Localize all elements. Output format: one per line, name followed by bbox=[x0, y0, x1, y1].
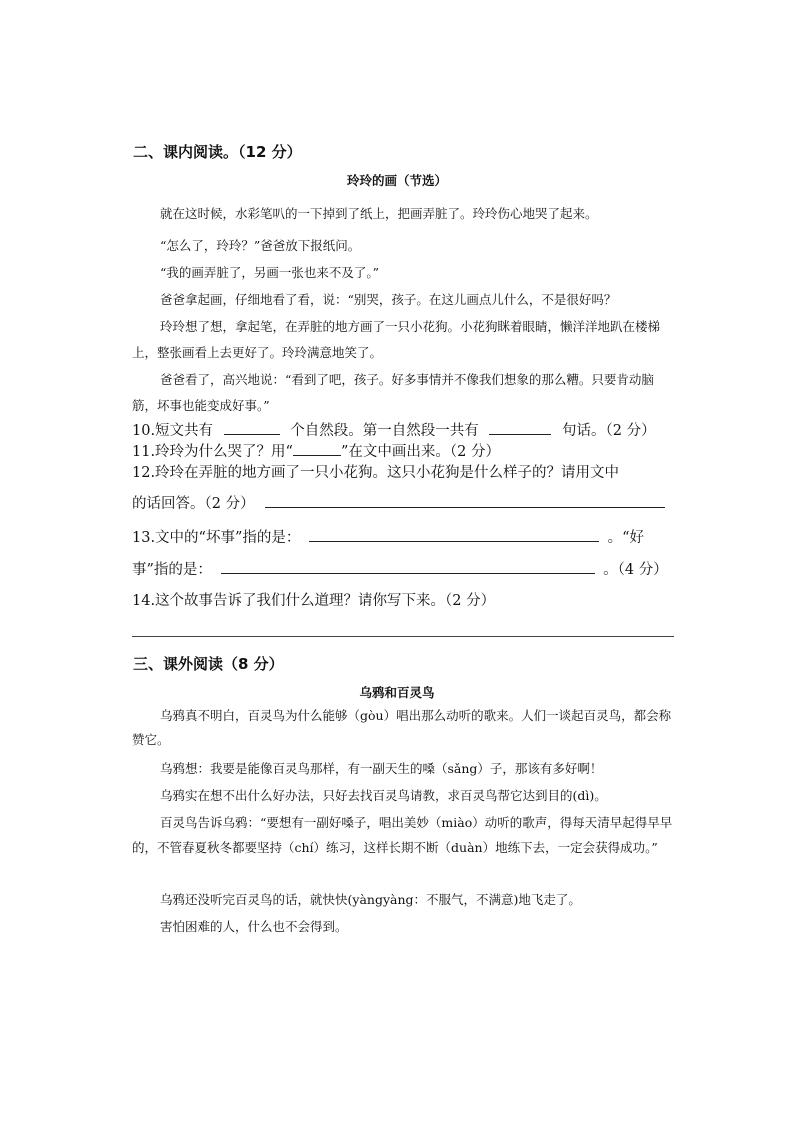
section-divider bbox=[132, 636, 674, 637]
question-13 bbox=[132, 527, 680, 550]
question-10-text-a: 10.短文共有 bbox=[132, 423, 214, 439]
answer-blank-10a[interactable] bbox=[224, 420, 280, 435]
question-11 bbox=[132, 441, 680, 464]
question-13-text-c: 事”指的是： bbox=[132, 562, 212, 578]
question-11-text-a: 11.玲玲为什么哭了？用“ bbox=[132, 444, 293, 460]
question-13-text-b: 。“好 bbox=[607, 530, 645, 546]
question-13-text-d: 。（4 分） bbox=[603, 562, 668, 578]
question-12-line-2: 的话回答。（2 分） bbox=[132, 496, 255, 512]
question-10-text-c: 句话。（2 分） bbox=[562, 423, 656, 439]
question-11-text-b: ”在文中画出来。（2 分） bbox=[340, 444, 500, 460]
question-13-text-a: 13.文中的“坏事”指的是： bbox=[132, 530, 301, 546]
answer-blank-13a[interactable] bbox=[309, 527, 599, 542]
question-12-answer-row bbox=[132, 493, 680, 516]
article-2-title: 乌鸦和百灵鸟 bbox=[359, 685, 435, 700]
article-1-paragraph-1: 就在这时候，水彩笔叭的一下掉到了纸上，把画弄脏了。玲玲伤心地哭了起来。 bbox=[160, 206, 598, 221]
article-2-paragraph-2: 乌鸦想：我要是能像百灵鸟那样，有一副天生的嗓（sǎng）子，那该有多好啊！ bbox=[160, 761, 603, 776]
article-1-paragraph-4: 爸爸拿起画，仔细地看了看，说：“别哭，孩子。在这儿画点儿什么，不是很好吗？ bbox=[160, 292, 617, 307]
section-3-title: 三、课外阅读（8 分） bbox=[133, 655, 284, 673]
article-1-paragraph-5: 玲玲想了想，拿起笔，在弄脏的地方画了一只小花狗。小花狗眯着眼睛，懒洋洋地趴在楼梯上，整张画看上去更好了。玲玲满意地笑了。 bbox=[132, 319, 661, 360]
article-1-paragraph-6: 爸爸看了，高兴地说：“看到了吧，孩子。好多事情并不像我们想象的那么糟。只要肯动脑筋，坏事也能变成好事。” bbox=[132, 372, 654, 413]
question-13-row-2 bbox=[132, 559, 680, 582]
article-1-title: 玲玲的画（节选） bbox=[346, 173, 447, 188]
article-2-paragraph-6: 害怕困难的人，什么也不会得到。 bbox=[160, 919, 348, 934]
article-2-paragraph-4: 百灵鸟告诉乌鸦：“要想有一副好嗓子，唱出美妙（miào）动听的歌声，得每天清早起得早早的，不管春夏秋冬都要坚持（chí）练习，这样长期不断（duàn）地练下去，一定会获得成功。” bbox=[132, 815, 673, 855]
answer-blank-13b[interactable] bbox=[221, 559, 595, 574]
question-10-text-b: 个自然段。第一自然段一共有 bbox=[290, 423, 479, 439]
question-12 bbox=[132, 462, 680, 485]
question-12-line-1: 12.玲玲在弄脏的地方画了一只小花狗。这只小花狗是什么样子的？请用文中 bbox=[132, 465, 620, 481]
question-14: 14.这个故事告诉了我们什么道理？请你写下来。（2 分） bbox=[132, 593, 496, 609]
article-2-paragraph-5: 乌鸦还没听完百灵鸟的话，就快快(yàngyàng：不服气，不满意)地飞走了。 bbox=[160, 892, 581, 907]
underline-mark-sample bbox=[293, 441, 341, 456]
question-10 bbox=[132, 420, 680, 443]
section-2-title: 二、课内阅读。（12 分） bbox=[133, 143, 302, 161]
article-1-paragraph-2: “怎么了，玲玲？”爸爸放下报纸问。 bbox=[160, 238, 361, 253]
answer-blank-12[interactable] bbox=[265, 493, 665, 508]
article-2-paragraph-1: 乌鸦真不明白，百灵鸟为什么能够（gòu）唱出那么动听的歌来。人们一谈起百灵鸟，都会称赞它。 bbox=[132, 708, 672, 747]
answer-blank-10b[interactable] bbox=[489, 420, 551, 435]
article-1-paragraph-3: “我的画弄脏了，另画一张也来不及了。” bbox=[160, 265, 380, 280]
article-2-paragraph-3: 乌鸦实在想不出什么好办法，只好去找百灵鸟请教，求百灵鸟帮它达到目的(dì)。 bbox=[160, 788, 607, 803]
